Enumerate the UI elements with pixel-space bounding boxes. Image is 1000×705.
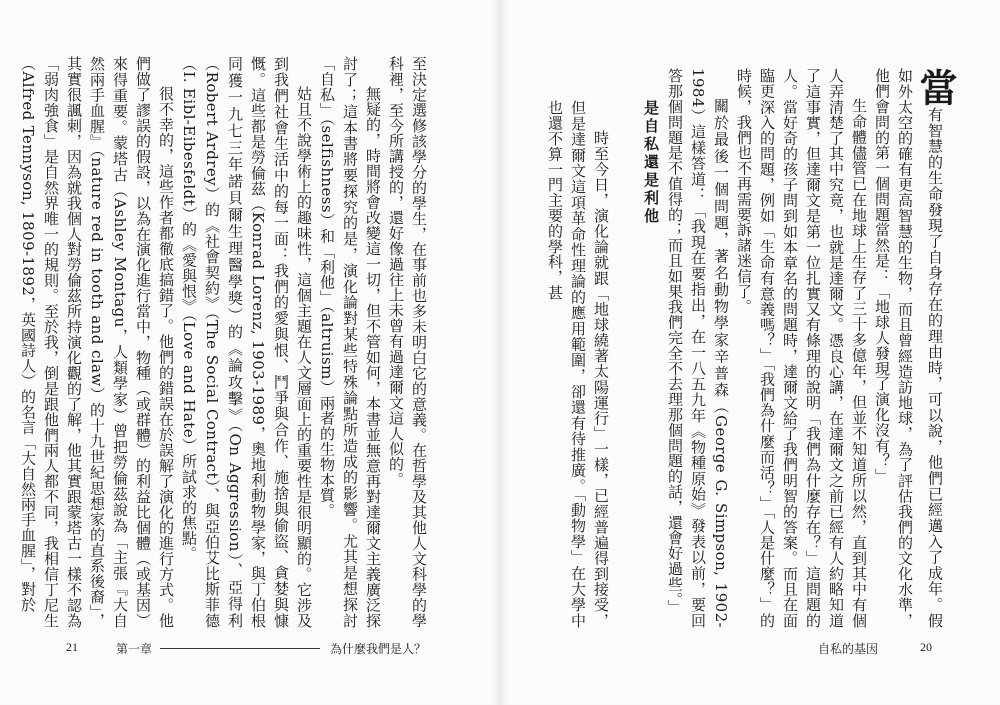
page-number: 20: [920, 640, 932, 654]
left-page-body: [19, 56, 430, 628]
footer-rule: [160, 648, 320, 649]
paragraph: 生命體儘管已在地球上生存了三十多億年，但並不知道所以然，直到其中有個人弄清楚了其中究竟，也就是達爾文。憑良心講，在達爾文之前已經有人約略知道了這事實，但達爾文是第一位扎實又有條理的說明「我們為什麼存在？」這問題的人。當好奇的孩子問到如本章名的問題時，達爾文給了我們明智的答案。而且在面臨更深入的問題，例如「生命有意義嗎？」「我們為什麼而活？」「人是什麼？」的時候，我們也不再需要訴諸迷信了。: [735, 68, 868, 628]
right-page-section: [612, 100, 662, 628]
paragraph: 無疑的，時間將會改變這一切，但不管如何，本書並無意再對達爾文主義廣泛探討了；這本書將要探究的是，演化論對某些特殊論點所造成的影響。尤其是想探討「自私」（selfishness）和「利他」（altruism）兩者的生物本質。: [318, 56, 382, 628]
opening-paragraph: 當有智慧的生命發現了自身存在的理由時，可以說，他們已經邁入了成年。假如外太空的確有更高智慧的生物，而且曾經造訪地球，為了評估我們的文化水準，他們會問的第一個問題當然是：「地球人發現了演化沒有？」: [873, 68, 958, 628]
section-heading: 是自私還是利他: [642, 100, 660, 226]
paragraph: 時至今日，演化論就跟「地球繞著太陽運行」一樣，已經普遍得到接受，但是達爾文這項革命性理論的應用範圍，卻還有待推廣。「動物學」在大學中也還不算一門主要的學科，甚: [546, 100, 610, 628]
paragraph: 至決定選修該學分的學生，在事前也多未明白它的意義。在哲學及其他人文科學的學科裡，至今所講授的，還好像過往上未曾有過達爾文這人似的。: [387, 56, 428, 628]
paragraph: 關於最後一個問題，著名動物學家辛普森（George G. Simpson, 1902-1984）這樣答道：「我現在要指出，在一八五九年《物種原始》發表以前，要回答那個問題是不值得的；而且如果我們完全不去理那個問題的話，還會好過些。」: [666, 68, 730, 628]
page-number: 21: [66, 640, 78, 654]
right-page: [500, 0, 1000, 705]
chapter-title: 為什麼我們是人？: [330, 642, 427, 656]
running-title: 自私的基因: [818, 642, 879, 656]
chapter-label: 第一章: [116, 642, 153, 656]
right-page-section-body: [546, 100, 612, 628]
right-page-body: [666, 68, 958, 628]
drop-cap: 當: [913, 68, 958, 107]
paragraph: 很不幸的，這些作者都徹底搞錯了。他們的錯誤在於誤解了演化的進行方式。他們做了謬誤的假設，以為在演化進行當中，物種（或群體）的利益比個體（或基因）來得重要。蒙塔古（Ashley Montagu，人類學家）曾把勞倫茲說為「主張『大自然兩手血腥』（nature red in tooth and claw）的十九世紀思想家的直系後裔」，其實很諷刺，因為就我個人對勞倫茲所持演化觀的了解，他其實跟蒙塔古一樣不認為「弱肉強食」是自然界唯一的規則。至於我，倒是跟他們兩人都不同，我相信丁尼生（Alfred Tennyson, 1809-1892，英國詩人）的名言「大自然兩手血腥」，對於: [19, 56, 175, 628]
paragraph: 姑且不說學術上的趣味性，這個主題在人文層面上的重要性是很明顯的。它涉及到我們社會生活中的每一面：我們的愛與恨、鬥爭與合作、施捨與偷盜、貪婪與慷慨。這些都是勞倫茲（Konrad Lorenz, 1903-1989，奧地利動物學家，與丁伯根同獲一九七三年諾貝爾生理醫學獎）的《論攻擊》（On Aggression）、亞得利（Robert Ardrey）的《社會契約》（The Social Contract）、與亞伯艾比斯菲德（I. Eibl-Eibesfeldt）的《愛與恨》（Love and Hate）所試求的焦點。: [180, 56, 313, 628]
